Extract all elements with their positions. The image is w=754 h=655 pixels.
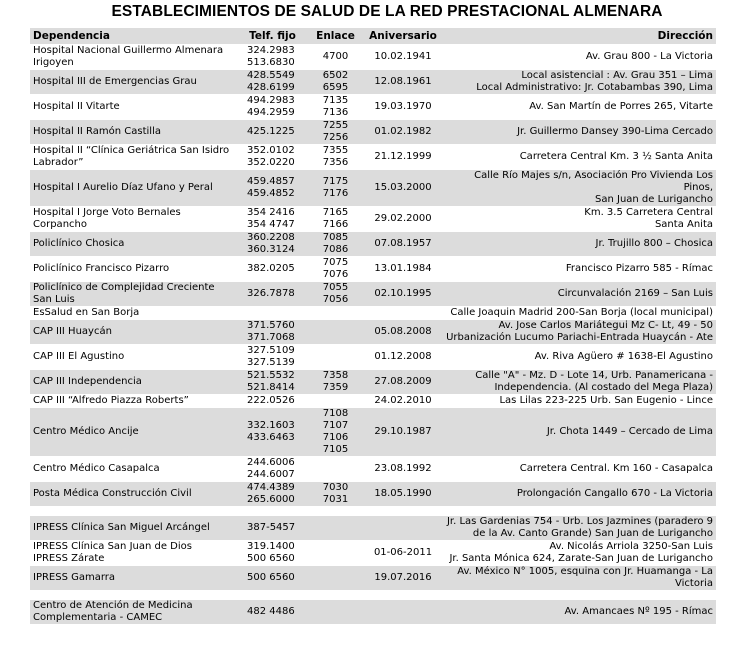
cell-direccion [441, 145, 716, 170]
cell-direccion-line: Calle "A" - Mz. D - Lote 14, Urb. Panamericana - [475, 370, 713, 381]
cell-enlace-line: 7106 [322, 432, 349, 443]
cell-dependencia-line: Centro Médico Casapalca [33, 463, 160, 474]
cell-direccion [441, 600, 716, 625]
cell-enlace [306, 232, 365, 257]
cell-direccion [441, 120, 716, 145]
table-row [30, 566, 716, 591]
cell-telefono-line: 324.2983 [247, 45, 295, 56]
cell-enlace-line: 7176 [322, 188, 349, 199]
cell-enlace-line: 7359 [322, 382, 349, 393]
cell-telefono-line: 319.1400 [247, 541, 295, 552]
cell-direccion-line: Victoria [675, 578, 713, 589]
cell-enlace [306, 516, 365, 541]
spacer-row [30, 591, 716, 600]
cell-enlace-line: 7136 [322, 107, 349, 118]
cell-telefono-line: 459.4852 [247, 188, 295, 199]
cell-direccion-line: Francisco Pizarro 585 - Rímac [565, 263, 713, 274]
table-row [30, 600, 716, 625]
cell-enlace [306, 600, 365, 625]
cell-enlace-line: 7031 [322, 494, 349, 505]
cell-dependencia [30, 232, 239, 257]
cell-dependencia-line: Hospital Nacional Guillermo Almenara Irigoyen [33, 45, 224, 68]
cell-aniversario-value: 01-06-2011 [373, 547, 433, 558]
cell-dependencia-line: IPRESS Gamarra [33, 572, 116, 583]
spacer-cell [239, 507, 306, 516]
cell-telefono-line: 244.6006 [247, 457, 295, 468]
table-row [30, 307, 716, 320]
cell-aniversario-value: 19.03.1970 [374, 101, 432, 112]
cell-direccion-line: Av. San Martín de Porres 265, Vitarte [529, 101, 713, 112]
cell-telefono-line: 482 4486 [247, 606, 295, 617]
cell-direccion-line: Local asistencial : Av. Grau 351 – Lima [521, 70, 713, 81]
cell-telefono [239, 307, 306, 320]
cell-aniversario [365, 120, 441, 145]
table-row [30, 370, 716, 395]
cell-telefono-line: 500 6560 [247, 553, 295, 564]
cell-dependencia-line: CAP III El Agustino [33, 351, 125, 362]
table-row [30, 207, 716, 232]
cell-telefono-line: 326.7878 [247, 288, 295, 299]
cell-dependencia-line: CAP III Independencia [33, 376, 142, 387]
cell-telefono-line: 513.6830 [247, 57, 295, 68]
cell-aniversario [365, 320, 441, 345]
header-dependencia: Dependencia [30, 28, 239, 45]
cell-telefono [239, 541, 306, 566]
spacer-cell [30, 507, 239, 516]
cell-dependencia [30, 516, 239, 541]
cell-aniversario [365, 395, 441, 408]
cell-dependencia [30, 120, 239, 145]
cell-direccion [441, 395, 716, 408]
cell-telefono [239, 120, 306, 145]
cell-direccion-line: Av. Riva Agüero # 1638-El Agustino [534, 351, 713, 362]
cell-telefono-line: 360.2208 [247, 232, 295, 243]
cell-dependencia-line: Policlínico Chosica [33, 238, 125, 249]
cell-dependencia-line: Hospital II Ramón Castilla [33, 126, 161, 137]
header-direccion: Dirección [441, 28, 716, 45]
cell-enlace [306, 345, 365, 370]
cell-dependencia-line: Hospital II Vitarte [33, 101, 120, 112]
cell-direccion-line: Av. México N° 1005, esquina con Jr. Huamanga - La [457, 566, 713, 577]
cell-aniversario [365, 370, 441, 395]
cell-aniversario-value: 24.02.2010 [374, 395, 432, 406]
cell-enlace [306, 70, 365, 95]
cell-telefono-line: 387-5457 [247, 522, 296, 533]
cell-telefono [239, 207, 306, 232]
cell-telefono [239, 482, 306, 507]
cell-aniversario [365, 457, 441, 482]
cell-dependencia-line: Policlínico Francisco Pizarro [33, 263, 170, 274]
cell-enlace-line: 7086 [322, 244, 349, 255]
cell-telefono-line: 433.6463 [247, 432, 295, 443]
spacer-row [30, 507, 716, 516]
cell-enlace-line: 7358 [322, 370, 349, 381]
cell-telefono [239, 600, 306, 625]
cell-enlace-line: 6502 [322, 70, 349, 81]
cell-dependencia [30, 257, 239, 282]
cell-dependencia [30, 45, 239, 70]
cell-telefono [239, 457, 306, 482]
cell-aniversario-value: 10.02.1941 [374, 51, 432, 62]
cell-telefono [239, 257, 306, 282]
table-row [30, 345, 716, 370]
spacer-cell [365, 507, 441, 516]
cell-aniversario [365, 95, 441, 120]
cell-enlace [306, 45, 365, 70]
spacer-cell [306, 507, 365, 516]
cell-dependencia [30, 370, 239, 395]
table-row [30, 120, 716, 145]
cell-enlace-line: 7075 [322, 257, 349, 268]
cell-enlace-line: 7256 [322, 132, 349, 143]
table-row [30, 145, 716, 170]
cell-telefono-line: 494.2983 [247, 95, 295, 106]
cell-direccion-line: Km. 3.5 Carretera Central [584, 207, 713, 218]
cell-direccion [441, 320, 716, 345]
cell-telefono-line: 327.5139 [247, 357, 295, 368]
spacer-cell [30, 591, 239, 600]
cell-dependencia [30, 282, 239, 307]
cell-enlace-line: 7135 [322, 95, 349, 106]
table-row [30, 541, 716, 566]
cell-dependencia-line: Policlínico de Complejidad Creciente San Luis [33, 282, 215, 305]
cell-telefono-line: 244.6007 [247, 469, 295, 480]
cell-telefono-line: 494.2959 [247, 107, 295, 118]
cell-dependencia-line: CAP III Huaycán [33, 326, 112, 337]
cell-enlace-line: 7166 [322, 219, 349, 230]
cell-dependencia-line: Hospital I Jorge Voto Bernales Corpancho [33, 207, 181, 230]
cell-direccion-line: Independencia. (Al costado del Mega Plaza) [494, 382, 713, 393]
cell-aniversario-value: 13.01.1984 [374, 263, 432, 274]
header-enlace: Enlace [306, 28, 365, 45]
cell-aniversario [365, 541, 441, 566]
cell-dependencia [30, 307, 239, 320]
cell-dependencia [30, 170, 239, 207]
cell-direccion-line: Santa Anita [654, 219, 713, 230]
cell-aniversario [365, 232, 441, 257]
cell-direccion-line: Av. Amancaes Nº 195 - Rímac [564, 606, 713, 617]
cell-direccion [441, 307, 716, 320]
cell-direccion [441, 45, 716, 70]
spacer-cell [365, 591, 441, 600]
cell-telefono-line: 352.0102 [247, 145, 295, 156]
cell-telefono-line: 327.5109 [247, 345, 295, 356]
cell-direccion-line: Calle Río Majes s/n, Asociación Pro Vivienda Los Pinos, [474, 170, 713, 193]
cell-aniversario [365, 170, 441, 207]
cell-direccion-line: Jr. Santa Mónica 624, Zarate-San Juan de Lurigancho [449, 553, 713, 564]
cell-telefono-line: 521.8414 [247, 382, 295, 393]
cell-direccion-line: Jr. Guillermo Dansey 390-Lima Cercado [517, 126, 713, 137]
cell-enlace-line: 4700 [322, 51, 349, 62]
cell-direccion [441, 95, 716, 120]
cell-telefono-line: 265.6000 [247, 494, 295, 505]
cell-enlace [306, 408, 365, 457]
cell-telefono [239, 170, 306, 207]
cell-telefono-line: 352.0220 [247, 157, 295, 168]
cell-dependencia [30, 395, 239, 408]
table-row [30, 457, 716, 482]
cell-dependencia-line: Centro Médico Ancije [33, 426, 139, 437]
cell-direccion-line: Jr. Chota 1449 – Cercado de Lima [546, 426, 713, 437]
table-row [30, 257, 716, 282]
cell-telefono [239, 282, 306, 307]
cell-enlace [306, 145, 365, 170]
cell-enlace-line: 7355 [322, 145, 349, 156]
cell-direccion-line: Carretera Central Km. 3 ½ Santa Anita [519, 151, 713, 162]
cell-aniversario [365, 282, 441, 307]
cell-aniversario [365, 600, 441, 625]
cell-dependencia [30, 70, 239, 95]
cell-enlace-line: 7105 [322, 444, 349, 455]
cell-enlace-line: 7056 [322, 294, 349, 305]
cell-telefono [239, 45, 306, 70]
cell-aniversario-value: 07.08.1957 [374, 238, 432, 249]
cell-dependencia [30, 457, 239, 482]
spacer-cell [239, 591, 306, 600]
cell-direccion [441, 207, 716, 232]
spacer-cell [306, 591, 365, 600]
cell-aniversario-value: 23.08.1992 [374, 463, 432, 474]
cell-enlace-line: 7165 [322, 207, 349, 218]
cell-telefono-line: 371.5760 [247, 320, 295, 331]
table-row [30, 232, 716, 257]
cell-telefono-line: 354 4747 [247, 219, 295, 230]
cell-enlace-line: 7107 [322, 420, 349, 431]
cell-telefono [239, 370, 306, 395]
cell-aniversario [365, 145, 441, 170]
header-telf: Telf. fijo [239, 28, 306, 45]
cell-dependencia [30, 600, 239, 625]
header-aniversario: Aniversario [365, 28, 441, 45]
cell-aniversario-value: 18.05.1990 [374, 488, 432, 499]
cell-telefono-line: 521.5532 [247, 370, 295, 381]
table-row [30, 170, 716, 207]
cell-telefono [239, 566, 306, 591]
cell-telefono-line: 474.4389 [247, 482, 295, 493]
cell-direccion [441, 257, 716, 282]
cell-aniversario-value: 15.03.2000 [374, 182, 432, 193]
cell-aniversario-value: 12.08.1961 [374, 76, 432, 87]
cell-dependencia-line: Hospital III de Emergencias Grau [33, 76, 197, 87]
cell-dependencia [30, 95, 239, 120]
table-body [30, 45, 716, 625]
cell-aniversario [365, 566, 441, 591]
cell-telefono-line: 428.5549 [247, 70, 295, 81]
cell-enlace-line: 7085 [322, 232, 349, 243]
cell-dependencia-line: Posta Médica Construcción Civil [33, 488, 192, 499]
cell-dependencia-line: IPRESS Clínica San Miguel Arcángel [33, 522, 210, 533]
table-row [30, 95, 716, 120]
cell-aniversario [365, 408, 441, 457]
cell-direccion [441, 516, 716, 541]
table-row [30, 516, 716, 541]
document-title: ESTABLECIMIENTOS DE SALUD DE LA RED PRESTACIONAL ALMENARA [111, 3, 663, 20]
cell-dependencia-line: CAP III “Alfredo Piazza Roberts” [33, 395, 189, 406]
cell-telefono [239, 320, 306, 345]
cell-enlace [306, 320, 365, 345]
cell-enlace [306, 457, 365, 482]
cell-direccion [441, 541, 716, 566]
cell-enlace-line: 7030 [322, 482, 349, 493]
cell-enlace-line: 7175 [322, 176, 349, 187]
table-row [30, 408, 716, 457]
cell-dependencia-line: Hospital II “Clínica Geriátrica San Isidro Labrador” [33, 145, 230, 168]
cell-aniversario-value: 01.12.2008 [374, 351, 432, 362]
cell-telefono [239, 145, 306, 170]
cell-enlace [306, 257, 365, 282]
cell-aniversario [365, 207, 441, 232]
cell-direccion-line: Urbanización Lucumo Pariachi-Entrada Huaycán - Ate [446, 332, 713, 343]
cell-enlace [306, 395, 365, 408]
cell-enlace-line: 7255 [322, 120, 349, 131]
cell-aniversario-value: 02.10.1995 [374, 288, 432, 299]
cell-telefono [239, 408, 306, 457]
cell-dependencia-line: Hospital I Aurelio Díaz Ufano y Peral [33, 182, 213, 193]
cell-direccion-line: Carretera Central. Km 160 - Casapalca [519, 463, 713, 474]
cell-telefono-line: 354 2416 [247, 207, 295, 218]
cell-direccion-line: Av. Grau 800 - La Victoria [585, 51, 713, 62]
cell-dependencia [30, 345, 239, 370]
cell-dependencia [30, 482, 239, 507]
cell-direccion-line: Jr. Las Gardenias 754 - Urb. Los Jazmines (paradero 9 [446, 516, 713, 527]
cell-telefono-line: 425.1225 [247, 126, 295, 137]
health-establishments-table [30, 28, 716, 625]
spacer-cell [441, 591, 716, 600]
cell-dependencia-line: Centro de Atención de Medicina Complementaria - CAMEC [33, 600, 193, 623]
cell-dependencia [30, 207, 239, 232]
cell-enlace-line: 7356 [322, 157, 349, 168]
cell-aniversario-value: 29.02.2000 [374, 213, 432, 224]
cell-aniversario-value: 29.10.1987 [374, 426, 432, 437]
table-row [30, 45, 716, 70]
cell-direccion-line: Circunvalación 2169 – San Luis [557, 288, 713, 299]
cell-enlace [306, 541, 365, 566]
cell-direccion-line: de la Av. Canto Grande) San Juan de Lurigancho [472, 528, 713, 539]
cell-enlace [306, 282, 365, 307]
cell-enlace [306, 307, 365, 320]
cell-enlace [306, 120, 365, 145]
cell-direccion-line: Jr. Trujillo 800 – Chosica [595, 238, 713, 249]
cell-aniversario-value: 21.12.1999 [374, 151, 432, 162]
cell-aniversario [365, 307, 441, 320]
cell-aniversario [365, 70, 441, 95]
cell-telefono-line: 459.4857 [247, 176, 295, 187]
cell-direccion-line: Calle Joaquin Madrid 200-San Borja (local municipal) [450, 307, 713, 318]
cell-direccion [441, 232, 716, 257]
cell-direccion-line: Prolongación Cangallo 670 - La Victoria [516, 488, 713, 499]
cell-dependencia-line: IPRESS Zárate [33, 553, 105, 564]
cell-aniversario [365, 516, 441, 541]
cell-telefono-line: 371.7068 [247, 332, 295, 343]
cell-aniversario [365, 482, 441, 507]
cell-enlace [306, 482, 365, 507]
cell-aniversario-value: 05.08.2008 [374, 326, 432, 337]
cell-direccion [441, 282, 716, 307]
cell-dependencia [30, 145, 239, 170]
cell-telefono-line: 360.3124 [247, 244, 295, 255]
table-row [30, 70, 716, 95]
cell-dependencia [30, 408, 239, 457]
cell-aniversario-value: 19.07.2016 [374, 572, 432, 583]
cell-telefono-line: 332.1603 [247, 420, 295, 431]
cell-dependencia [30, 566, 239, 591]
cell-telefono [239, 345, 306, 370]
cell-direccion-line: Av. Jose Carlos Mariátegui Mz C- Lt, 49 - 50 [498, 320, 713, 331]
cell-enlace-line: 7055 [322, 282, 349, 293]
table-row [30, 395, 716, 408]
cell-telefono-line: 222.0526 [247, 395, 295, 406]
cell-telefono-line: 428.6199 [247, 82, 295, 93]
cell-dependencia-line: EsSalud en San Borja [33, 307, 140, 318]
cell-direccion [441, 370, 716, 395]
cell-telefono [239, 70, 306, 95]
cell-dependencia-line: IPRESS Clínica San Juan de Dios [33, 541, 192, 552]
cell-aniversario-value: 27.08.2009 [374, 376, 432, 387]
table-row [30, 482, 716, 507]
cell-aniversario [365, 45, 441, 70]
cell-direccion-line: Las Lilas 223-225 Urb. San Eugenio - Lince [499, 395, 713, 406]
cell-direccion-line: San Juan de Lurigancho [595, 194, 713, 205]
table-row [30, 282, 716, 307]
cell-direccion [441, 345, 716, 370]
cell-telefono-line: 500 6560 [247, 572, 295, 583]
cell-aniversario [365, 257, 441, 282]
cell-direccion [441, 482, 716, 507]
cell-enlace-line: 6595 [322, 82, 349, 93]
cell-direccion-line: Local Administrativo: Jr. Cotabambas 390, Lima [476, 82, 713, 93]
cell-aniversario [365, 345, 441, 370]
spacer-cell [441, 507, 716, 516]
cell-enlace [306, 370, 365, 395]
cell-telefono [239, 232, 306, 257]
cell-telefono [239, 395, 306, 408]
cell-direccion [441, 408, 716, 457]
cell-enlace [306, 566, 365, 591]
cell-telefono [239, 95, 306, 120]
table-row [30, 320, 716, 345]
cell-telefono [239, 516, 306, 541]
cell-enlace-line: 7108 [322, 408, 349, 419]
cell-enlace [306, 207, 365, 232]
table-header-row [30, 28, 716, 45]
cell-direccion [441, 170, 716, 207]
cell-direccion [441, 457, 716, 482]
cell-direccion [441, 566, 716, 591]
cell-direccion [441, 70, 716, 95]
cell-direccion-line: Av. Nicolás Arriola 3250-San Luis [549, 541, 713, 552]
cell-telefono-line: 382.0205 [247, 263, 295, 274]
cell-enlace [306, 170, 365, 207]
cell-enlace [306, 95, 365, 120]
cell-dependencia [30, 541, 239, 566]
cell-enlace-line: 7076 [322, 269, 349, 280]
cell-aniversario-value: 01.02.1982 [374, 126, 432, 137]
cell-dependencia [30, 320, 239, 345]
